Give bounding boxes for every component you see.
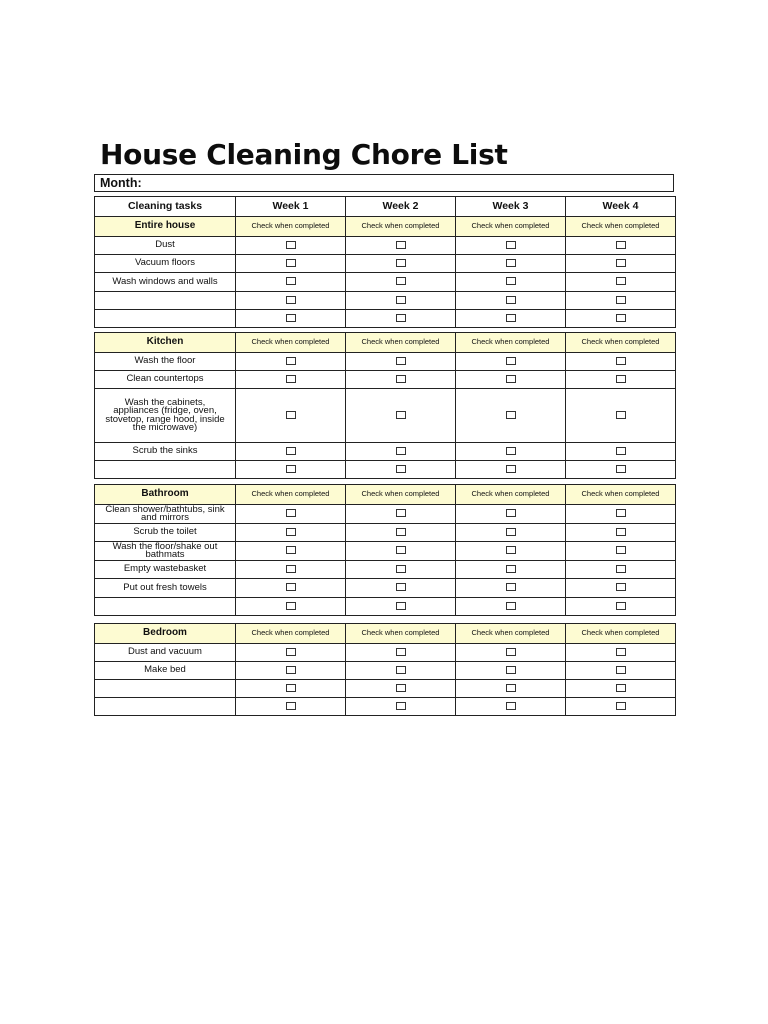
week-2-check-cell — [346, 524, 456, 542]
task-label-cell — [95, 461, 236, 479]
checkbox[interactable] — [396, 528, 406, 536]
task-row — [95, 310, 676, 328]
week-2-check-cell — [346, 505, 456, 524]
week-3-check-cell — [456, 561, 566, 579]
task-label-cell — [95, 505, 236, 524]
week-1-check-cell — [236, 598, 346, 616]
task-row — [95, 255, 676, 273]
task-row — [95, 542, 676, 561]
checkbox[interactable] — [506, 583, 516, 591]
week-4-check-cell — [566, 353, 676, 371]
task-label-cell — [95, 353, 236, 371]
section-name: Bedroom — [95, 624, 236, 644]
checkbox[interactable] — [286, 583, 296, 591]
week-2-header: Week 2 — [346, 197, 456, 217]
section-header-row — [95, 333, 676, 353]
week-3-check-cell — [456, 662, 566, 680]
checkbox[interactable] — [286, 314, 296, 322]
checkbox[interactable] — [286, 684, 296, 692]
week-2-check-cell — [346, 662, 456, 680]
task-row — [95, 579, 676, 598]
checkbox[interactable] — [616, 259, 626, 267]
task-row — [95, 353, 676, 371]
checkbox[interactable] — [616, 447, 626, 455]
week-4-check-cell — [566, 644, 676, 662]
week-3-check-cell — [456, 524, 566, 542]
week-2-check-cell — [346, 310, 456, 328]
checkbox[interactable] — [506, 602, 516, 610]
checkbox[interactable] — [616, 528, 626, 536]
check-hint-cell — [236, 217, 346, 237]
task-label: Wash windows and walls — [112, 275, 218, 287]
task-label-cell — [95, 443, 236, 461]
check-hint-text: Check when completed — [361, 337, 440, 347]
checkbox[interactable] — [396, 602, 406, 610]
task-label: Vacuum floors — [134, 257, 195, 269]
checkbox[interactable] — [396, 241, 406, 249]
week-4-check-cell — [566, 505, 676, 524]
check-hint-text: Check when completed — [471, 628, 550, 638]
week-3-check-cell — [456, 353, 566, 371]
month-field[interactable]: Month: — [94, 174, 674, 192]
checkbox[interactable] — [396, 684, 406, 692]
task-label: Dust and vacuum — [128, 646, 202, 658]
week-1-check-cell — [236, 255, 346, 273]
week-3-check-cell — [456, 579, 566, 598]
week-2-check-cell — [346, 443, 456, 461]
checkbox[interactable] — [286, 666, 296, 674]
task-row — [95, 561, 676, 579]
task-row — [95, 237, 676, 255]
check-hint-text: Check when completed — [581, 337, 660, 347]
section-header-row — [95, 624, 676, 644]
checkbox[interactable] — [286, 296, 296, 304]
task-label-cell — [95, 698, 236, 716]
check-hint-text: Check when completed — [361, 489, 440, 499]
task-label: Clean shower/bathtubs, sink and mirrors — [105, 504, 225, 523]
checkbox[interactable] — [286, 465, 296, 473]
checkbox[interactable] — [506, 546, 516, 554]
checkbox[interactable] — [286, 259, 296, 267]
task-label: Empty wastebasket — [123, 563, 207, 575]
checkbox[interactable] — [506, 375, 516, 383]
week-2-check-cell — [346, 353, 456, 371]
check-hint-cell — [236, 485, 346, 505]
checkbox[interactable] — [396, 583, 406, 591]
week-3-check-cell — [456, 598, 566, 616]
check-hint-cell — [346, 333, 456, 353]
week-1-check-cell — [236, 542, 346, 561]
check-hint-text: Check when completed — [581, 628, 660, 638]
week-1-check-cell — [236, 524, 346, 542]
check-hint-cell — [346, 485, 456, 505]
section-header-row — [95, 485, 676, 505]
week-2-check-cell — [346, 698, 456, 716]
checkbox[interactable] — [616, 296, 626, 304]
week-2-check-cell — [346, 579, 456, 598]
task-label-cell — [95, 310, 236, 328]
checkbox[interactable] — [616, 241, 626, 249]
cleaning-tasks-header: Cleaning tasks — [95, 197, 236, 217]
task-label-cell — [95, 644, 236, 662]
checkbox[interactable] — [616, 648, 626, 656]
task-label: Scrub the sinks — [132, 445, 198, 457]
check-hint-text: Check when completed — [581, 489, 660, 499]
week-1-check-cell — [236, 698, 346, 716]
week-4-check-cell — [566, 680, 676, 698]
check-hint-text: Check when completed — [361, 221, 440, 231]
entire-house-table — [94, 196, 676, 328]
checkbox[interactable] — [396, 648, 406, 656]
bedroom-table — [94, 623, 676, 716]
week-1-check-cell — [236, 292, 346, 310]
checkbox[interactable] — [396, 314, 406, 322]
section-name: Kitchen — [95, 333, 236, 353]
week-2-check-cell — [346, 389, 456, 443]
week-2-check-cell — [346, 273, 456, 292]
week-4-check-cell — [566, 561, 676, 579]
check-hint-cell — [456, 333, 566, 353]
task-label-cell — [95, 255, 236, 273]
task-row — [95, 292, 676, 310]
week-2-check-cell — [346, 237, 456, 255]
task-label-cell — [95, 389, 236, 443]
week-4-check-cell — [566, 579, 676, 598]
week-1-check-cell — [236, 561, 346, 579]
checkbox[interactable] — [506, 684, 516, 692]
task-row — [95, 662, 676, 680]
section-header-row — [95, 217, 676, 237]
checkbox[interactable] — [506, 447, 516, 455]
checkbox[interactable] — [286, 546, 296, 554]
week-4-check-cell — [566, 662, 676, 680]
week-1-check-cell — [236, 353, 346, 371]
checkbox[interactable] — [286, 565, 296, 573]
check-hint-cell — [346, 624, 456, 644]
checkbox[interactable] — [396, 277, 406, 285]
week-4-check-cell — [566, 310, 676, 328]
week-3-check-cell — [456, 644, 566, 662]
week-2-check-cell — [346, 644, 456, 662]
check-hint-cell — [456, 217, 566, 237]
week-4-header: Week 4 — [566, 197, 676, 217]
checkbox[interactable] — [286, 241, 296, 249]
week-1-check-cell — [236, 273, 346, 292]
check-hint-text: Check when completed — [251, 337, 330, 347]
checkbox[interactable] — [506, 565, 516, 573]
check-hint-cell — [236, 624, 346, 644]
week-3-check-cell — [456, 680, 566, 698]
checkbox[interactable] — [396, 565, 406, 573]
check-hint-cell — [566, 333, 676, 353]
week-1-header: Week 1 — [236, 197, 346, 217]
check-hint-cell — [236, 333, 346, 353]
week-4-check-cell — [566, 237, 676, 255]
task-label: Put out fresh towels — [123, 581, 207, 593]
check-hint-text: Check when completed — [251, 489, 330, 499]
week-3-check-cell — [456, 443, 566, 461]
check-hint-text: Check when completed — [251, 628, 330, 638]
week-2-check-cell — [346, 680, 456, 698]
week-4-check-cell — [566, 292, 676, 310]
checkbox[interactable] — [616, 702, 626, 710]
task-row — [95, 273, 676, 292]
checkbox[interactable] — [506, 241, 516, 249]
week-2-check-cell — [346, 542, 456, 561]
checkbox[interactable] — [506, 509, 516, 517]
checkbox[interactable] — [396, 465, 406, 473]
task-label-cell — [95, 598, 236, 616]
week-4-check-cell — [566, 598, 676, 616]
checkbox[interactable] — [396, 666, 406, 674]
week-2-check-cell — [346, 371, 456, 389]
checkbox[interactable] — [396, 702, 406, 710]
task-label: Wash the floor/shake out bathmats — [112, 541, 218, 560]
checkbox[interactable] — [506, 357, 516, 365]
task-label-cell — [95, 579, 236, 598]
check-hint-cell — [346, 217, 456, 237]
task-row — [95, 443, 676, 461]
check-hint-text: Check when completed — [471, 337, 550, 347]
section-name: Entire house — [95, 217, 236, 237]
checkbox[interactable] — [286, 702, 296, 710]
week-1-check-cell — [236, 461, 346, 479]
week-3-check-cell — [456, 292, 566, 310]
task-label-cell — [95, 542, 236, 561]
checkbox[interactable] — [396, 259, 406, 267]
checkbox[interactable] — [506, 465, 516, 473]
checkbox[interactable] — [616, 684, 626, 692]
week-4-check-cell — [566, 255, 676, 273]
bathroom-table — [94, 484, 676, 616]
week-3-check-cell — [456, 237, 566, 255]
checkbox[interactable] — [506, 411, 516, 419]
checkbox[interactable] — [396, 375, 406, 383]
week-3-check-cell — [456, 273, 566, 292]
checkbox[interactable] — [286, 528, 296, 536]
week-1-check-cell — [236, 662, 346, 680]
week-4-check-cell — [566, 371, 676, 389]
task-row — [95, 598, 676, 616]
week-1-check-cell — [236, 389, 346, 443]
week-1-check-cell — [236, 371, 346, 389]
task-row — [95, 680, 676, 698]
checkbox[interactable] — [616, 357, 626, 365]
task-row — [95, 371, 676, 389]
week-3-check-cell — [456, 371, 566, 389]
checkbox[interactable] — [286, 648, 296, 656]
checkbox[interactable] — [286, 357, 296, 365]
week-2-check-cell — [346, 255, 456, 273]
task-row — [95, 644, 676, 662]
week-3-check-cell — [456, 461, 566, 479]
checkbox[interactable] — [616, 375, 626, 383]
week-4-check-cell — [566, 443, 676, 461]
checkbox[interactable] — [506, 666, 516, 674]
week-1-check-cell — [236, 237, 346, 255]
task-label-cell — [95, 371, 236, 389]
task-label: Wash the cabinets, appliances (fridge, oven, stovetop, range hood, inside the microwave) — [105, 396, 225, 433]
week-1-check-cell — [236, 680, 346, 698]
task-row — [95, 461, 676, 479]
week-4-check-cell — [566, 273, 676, 292]
checkbox[interactable] — [506, 277, 516, 285]
section-name: Bathroom — [95, 485, 236, 505]
check-hint-text: Check when completed — [251, 221, 330, 231]
week-3-check-cell — [456, 389, 566, 443]
checkbox[interactable] — [616, 465, 626, 473]
checkbox[interactable] — [616, 411, 626, 419]
week-3-check-cell — [456, 542, 566, 561]
task-label-cell — [95, 524, 236, 542]
checkbox[interactable] — [506, 296, 516, 304]
week-4-check-cell — [566, 389, 676, 443]
checkbox[interactable] — [286, 447, 296, 455]
week-2-check-cell — [346, 598, 456, 616]
week-4-check-cell — [566, 698, 676, 716]
checkbox[interactable] — [286, 602, 296, 610]
checkbox[interactable] — [286, 411, 296, 419]
checkbox[interactable] — [506, 702, 516, 710]
checkbox[interactable] — [616, 565, 626, 573]
week-1-check-cell — [236, 505, 346, 524]
checkbox[interactable] — [396, 411, 406, 419]
kitchen-table — [94, 332, 676, 479]
week-2-check-cell — [346, 461, 456, 479]
checkbox[interactable] — [616, 314, 626, 322]
task-label-cell — [95, 273, 236, 292]
check-hint-cell — [566, 485, 676, 505]
checkbox[interactable] — [616, 583, 626, 591]
task-label-cell — [95, 561, 236, 579]
checkbox[interactable] — [396, 546, 406, 554]
checkbox[interactable] — [506, 648, 516, 656]
task-label: Clean countertops — [126, 373, 204, 385]
week-4-check-cell — [566, 524, 676, 542]
week-1-check-cell — [236, 579, 346, 598]
task-row — [95, 698, 676, 716]
checkbox[interactable] — [286, 375, 296, 383]
checkbox[interactable] — [396, 296, 406, 304]
task-row — [95, 505, 676, 524]
week-4-check-cell — [566, 542, 676, 561]
checkbox[interactable] — [616, 602, 626, 610]
check-hint-text: Check when completed — [471, 221, 550, 231]
checkbox[interactable] — [506, 314, 516, 322]
check-hint-cell — [456, 485, 566, 505]
checkbox[interactable] — [286, 509, 296, 517]
week-1-check-cell — [236, 310, 346, 328]
check-hint-cell — [566, 624, 676, 644]
week-3-check-cell — [456, 310, 566, 328]
checkbox[interactable] — [616, 277, 626, 285]
task-label-cell — [95, 680, 236, 698]
week-3-check-cell — [456, 505, 566, 524]
week-3-check-cell — [456, 255, 566, 273]
task-row — [95, 389, 676, 443]
checkbox[interactable] — [506, 528, 516, 536]
task-label-cell — [95, 292, 236, 310]
week-4-check-cell — [566, 461, 676, 479]
task-label-cell — [95, 662, 236, 680]
check-hint-cell — [456, 624, 566, 644]
page-title: House Cleaning Chore List — [100, 138, 508, 171]
task-label: Dust — [155, 239, 175, 251]
checkbox[interactable] — [506, 259, 516, 267]
week-3-check-cell — [456, 698, 566, 716]
task-row — [95, 524, 676, 542]
check-hint-cell — [566, 217, 676, 237]
week-2-check-cell — [346, 561, 456, 579]
check-hint-text: Check when completed — [471, 489, 550, 499]
checkbox[interactable] — [616, 546, 626, 554]
checkbox[interactable] — [616, 666, 626, 674]
checkbox[interactable] — [616, 509, 626, 517]
task-label: Scrub the toilet — [133, 526, 197, 538]
week-2-check-cell — [346, 292, 456, 310]
week-1-check-cell — [236, 443, 346, 461]
week-header-row — [95, 197, 676, 217]
task-label: Make bed — [144, 664, 186, 676]
check-hint-text: Check when completed — [361, 628, 440, 638]
check-hint-text: Check when completed — [581, 221, 660, 231]
checkbox[interactable] — [396, 357, 406, 365]
checkbox[interactable] — [396, 447, 406, 455]
week-1-check-cell — [236, 644, 346, 662]
week-3-header: Week 3 — [456, 197, 566, 217]
checkbox[interactable] — [396, 509, 406, 517]
task-label: Wash the floor — [134, 355, 196, 367]
task-label-cell — [95, 237, 236, 255]
checkbox[interactable] — [286, 277, 296, 285]
